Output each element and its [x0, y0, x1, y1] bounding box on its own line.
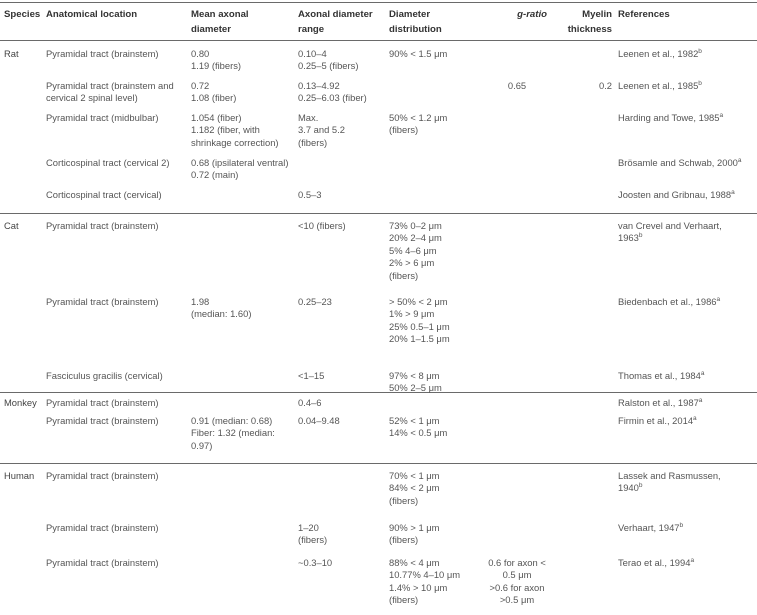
row-9-ref-line: Firmin et al., 2014$^a$: [618, 415, 697, 426]
row-2-dist: [389, 112, 447, 137]
row-12-gratio: [480, 557, 554, 607]
reference-footnote-marker: a: [700, 370, 705, 377]
row-12-dist-line: 10.77% 4–10 μm: [389, 569, 461, 581]
row-9-range-line: 0.04–9.48: [298, 415, 340, 426]
reference-footnote-marker: b: [679, 522, 684, 529]
row-5-species: [4, 220, 19, 232]
row-8-species-line: Monkey: [4, 397, 37, 408]
row-0-range-line: 0.25–5 (fibers): [298, 60, 359, 72]
header-species: Species: [4, 9, 41, 20]
row-10-dist: [389, 470, 439, 507]
row-5-dist: [389, 220, 442, 282]
reference-footnote-marker: b: [638, 232, 643, 240]
row-3-location: [46, 157, 169, 169]
row-10-species-line: Human: [4, 470, 35, 481]
row-0-species: [4, 48, 19, 60]
row-6-dist-line: > 50% < 2 μm: [389, 296, 448, 307]
row-11-range: [298, 522, 327, 547]
row-6-dist: [389, 296, 450, 346]
row-11-ref-line: Verhaart, 1947$^b$: [618, 522, 684, 533]
row-0-range: [298, 48, 358, 73]
rule-monkey-human: [0, 463, 757, 464]
row-2-range: [298, 112, 345, 149]
row-12-location-line: Pyramidal tract (brainstem): [46, 557, 159, 568]
row-12-gratio-line: 0.6 for axon <: [488, 557, 546, 568]
row-2-ref-line: Harding and Towe, 1985$^a$: [618, 112, 724, 123]
row-6-dist-line: 20% 1–1.5 μm: [389, 333, 450, 345]
header-mean-axonal-diameter: Mean axonal diameter: [191, 9, 249, 35]
row-11-dist: [389, 522, 439, 547]
reference-footnote-marker: b: [638, 482, 643, 490]
row-2-mean-line: shrinkage correction): [191, 136, 279, 148]
row-5-location-line: Pyramidal tract (brainstem): [46, 220, 159, 231]
row-8-species: [4, 397, 37, 409]
row-6-location-line: Pyramidal tract (brainstem): [46, 296, 159, 307]
row-4-location-line: Corticospinal tract (cervical): [46, 189, 162, 200]
table-top-rule: [0, 2, 757, 3]
row-10-ref: [618, 470, 721, 495]
reference-footnote-marker: a: [693, 415, 697, 422]
row-2-mean-line: 1.054 (fiber): [191, 112, 242, 123]
row-1-myelin: [556, 80, 612, 92]
row-6-dist-line: 1% > 9 μm: [389, 308, 435, 320]
reference-footnote-marker: b: [698, 48, 702, 55]
row-1-range-line: 0.25–6.03 (fiber): [298, 92, 367, 104]
row-2-location: [46, 112, 159, 124]
row-8-range-line: 0.4–6: [298, 397, 322, 408]
row-10-ref-line: Lassek and Rasmussen,: [618, 470, 721, 481]
row-12-dist-line: 88% < 4 μm: [389, 557, 440, 568]
row-12-range-line: ~0.3–10: [298, 557, 333, 568]
row-3-ref-line: Brösamle and Schwab, 2000$^a$: [618, 157, 742, 168]
row-1-location-line: cervical 2 spinal level): [46, 92, 138, 104]
row-10-dist-line: 70% < 1 μm: [389, 470, 440, 481]
row-1-mean: [191, 80, 236, 105]
reference-footnote-marker: a: [737, 157, 742, 164]
row-7-range: [298, 370, 324, 382]
row-5-location: [46, 220, 159, 232]
row-7-ref-line: Thomas et al., 1984$^a$: [618, 370, 705, 381]
row-3-ref: [618, 157, 742, 169]
row-4-ref-line: Joosten and Gribnau, 1988$^a$: [618, 189, 735, 200]
row-11-location-line: Pyramidal tract (brainstem): [46, 522, 159, 533]
row-8-ref: [618, 397, 702, 409]
row-10-ref-line: 1940$^b$: [618, 482, 643, 494]
row-5-range: [298, 220, 346, 232]
row-2-ref: [618, 112, 723, 124]
rule-rat-cat: [0, 213, 757, 214]
row-8-location: [46, 397, 159, 409]
row-3-mean-line: 0.68 (ipsilateral ventral): [191, 157, 289, 168]
row-2-mean-line: 1.182 (fiber, with: [191, 124, 260, 136]
row-5-dist-line: 2% > 6 μm: [389, 257, 435, 269]
row-12-ref-line: Terao et al., 1994$^a$: [618, 557, 695, 568]
row-6-range-line: 0.25–23: [298, 296, 332, 307]
row-9-dist-line: 14% < 0.5 μm: [389, 427, 448, 439]
row-1-mean-line: 1.08 (fiber): [191, 92, 237, 104]
header-axonal-diameter-range: Axonal diameter range: [298, 9, 373, 35]
row-10-species: [4, 470, 34, 482]
row-12-ref: [618, 557, 694, 569]
row-11-dist-line: 90% > 1 μm: [389, 522, 440, 533]
row-1-gratio: [480, 80, 554, 92]
row-9-ref: [618, 415, 697, 427]
row-0-location-line: Pyramidal tract (brainstem): [46, 48, 159, 59]
row-5-range-line: <10 (fibers): [298, 220, 346, 231]
row-3-mean-line: 0.72 (main): [191, 169, 239, 181]
row-10-dist-line: (fibers): [389, 494, 419, 506]
row-9-dist: [389, 415, 447, 440]
row-9-location-line: Pyramidal tract (brainstem): [46, 415, 159, 426]
row-2-mean: [191, 112, 279, 149]
row-6-range: [298, 296, 332, 308]
header-myelin-thickness: Myelin thickness: [567, 9, 612, 35]
row-5-dist-line: 20% 2–4 μm: [389, 232, 442, 244]
row-6-mean-line: 1.98: [191, 296, 210, 307]
row-7-dist-line: 97% < 8 μm: [389, 370, 440, 381]
row-6-location: [46, 296, 159, 308]
reference-footnote-marker: a: [698, 397, 703, 404]
row-2-range-line: 3.7 and 5.2: [298, 124, 345, 136]
row-0-location: [46, 48, 159, 60]
row-0-dist-line: 90% < 1.5 μm: [389, 48, 448, 59]
row-0-dist: [389, 48, 447, 60]
header-anatomical-location: Anatomical location: [46, 9, 138, 20]
row-4-ref: [618, 189, 735, 201]
header-references: References: [618, 9, 670, 20]
row-0-ref: [618, 48, 702, 60]
row-7-dist-line: 50% 2–5 μm: [389, 382, 442, 394]
row-9-mean-line: Fiber: 1.32 (median:: [191, 427, 275, 439]
row-7-ref: [618, 370, 705, 382]
row-9-mean: [191, 415, 275, 452]
row-0-species-line: Rat: [4, 48, 19, 59]
row-12-gratio-line: >0.6 for axon: [489, 581, 545, 593]
row-9-dist-line: 52% < 1 μm: [389, 415, 440, 426]
row-12-gratio-line: >0.5 μm: [499, 594, 535, 606]
header-g-ratio: g-ratio: [517, 9, 547, 20]
row-1-location-line: Pyramidal tract (brainstem and: [46, 80, 174, 91]
row-10-location-line: Pyramidal tract (brainstem): [46, 470, 159, 481]
row-4-range-line: 0.5–3: [298, 189, 322, 200]
row-4-location: [46, 189, 162, 201]
row-9-location: [46, 415, 159, 427]
row-12-dist: [389, 557, 460, 607]
row-5-dist-line: 73% 0–2 μm: [389, 220, 442, 231]
row-6-ref-line: Biedenbach et al., 1986$^a$: [618, 296, 721, 307]
row-1-mean-line: 0.72: [191, 80, 210, 91]
row-0-ref-line: Leenen et al., 1982$^b$: [618, 48, 702, 59]
row-8-location-line: Pyramidal tract (brainstem): [46, 397, 159, 408]
row-1-location: [46, 80, 174, 105]
row-0-mean: [191, 48, 241, 73]
row-1-range-line: 0.13–4.92: [298, 80, 340, 91]
row-5-species-line: Cat: [4, 220, 19, 231]
row-11-dist-line: (fibers): [389, 534, 419, 546]
row-5-dist-line: (fibers): [389, 269, 419, 281]
row-11-ref: [618, 522, 683, 534]
row-5-ref: [618, 220, 722, 245]
row-4-range: [298, 189, 321, 201]
header-bottom-rule: [0, 40, 757, 41]
rule-cat-monkey: [0, 392, 757, 393]
row-11-location: [46, 522, 159, 534]
row-2-dist-line: 50% < 1.2 μm: [389, 112, 448, 123]
row-3-location-line: Corticospinal tract (cervical 2): [46, 157, 170, 168]
row-10-dist-line: 84% < 2 μm: [389, 482, 440, 494]
row-6-dist-line: 25% 0.5–1 μm: [389, 320, 450, 332]
reference-footnote-marker: a: [716, 296, 721, 303]
row-0-mean-line: 0.80: [191, 48, 210, 59]
row-2-location-line: Pyramidal tract (midbulbar): [46, 112, 159, 123]
row-6-ref: [618, 296, 720, 308]
row-1-ref: [618, 80, 702, 92]
row-12-gratio-line: 0.5 μm: [502, 569, 532, 581]
row-8-range: [298, 397, 321, 409]
row-5-dist-line: 5% 4–6 μm: [389, 244, 437, 256]
row-1-range: [298, 80, 367, 105]
reference-footnote-marker: a: [719, 112, 724, 119]
row-1-myelin-line: 0.2: [598, 80, 612, 91]
row-12-dist-line: (fibers): [389, 594, 419, 606]
header-diameter-distribution: Diameter distribution: [389, 9, 442, 35]
row-9-mean-line: 0.97): [191, 439, 213, 451]
row-6-mean-line: (median: 1.60): [191, 308, 252, 320]
row-11-range-line: 1–20: [298, 522, 319, 533]
row-1-ref-line: Leenen et al., 1985$^b$: [618, 80, 702, 91]
row-7-location: [46, 370, 163, 382]
row-2-dist-line: (fibers): [389, 124, 419, 136]
row-0-range-line: 0.10–4: [298, 48, 327, 59]
row-11-range-line: (fibers): [298, 534, 328, 546]
row-8-ref-line: Ralston et al., 1987$^a$: [618, 397, 703, 408]
row-5-ref-line: 1963$^b$: [618, 232, 643, 244]
row-9-mean-line: 0.91 (median: 0.68): [191, 415, 273, 426]
row-2-range-line: (fibers): [298, 136, 328, 148]
row-7-range-line: <1–15: [298, 370, 325, 381]
row-6-mean: [191, 296, 251, 321]
reference-footnote-marker: a: [690, 557, 695, 564]
row-0-mean-line: 1.19 (fibers): [191, 60, 242, 72]
row-1-gratio-line: 0.65: [507, 80, 527, 91]
row-12-dist-line: 1.4% > 10 μm: [389, 581, 448, 593]
reference-footnote-marker: a: [731, 189, 735, 196]
row-12-range: [298, 557, 332, 569]
row-5-ref-line: van Crevel and Verhaart,: [618, 220, 722, 231]
row-3-mean: [191, 157, 288, 182]
row-2-range-line: Max.: [298, 112, 319, 123]
row-10-location: [46, 470, 159, 482]
reference-footnote-marker: b: [698, 80, 702, 87]
row-7-dist: [389, 370, 442, 395]
row-12-location: [46, 557, 159, 569]
row-9-range: [298, 415, 340, 427]
row-7-location-line: Fasciculus gracilis (cervical): [46, 370, 163, 381]
